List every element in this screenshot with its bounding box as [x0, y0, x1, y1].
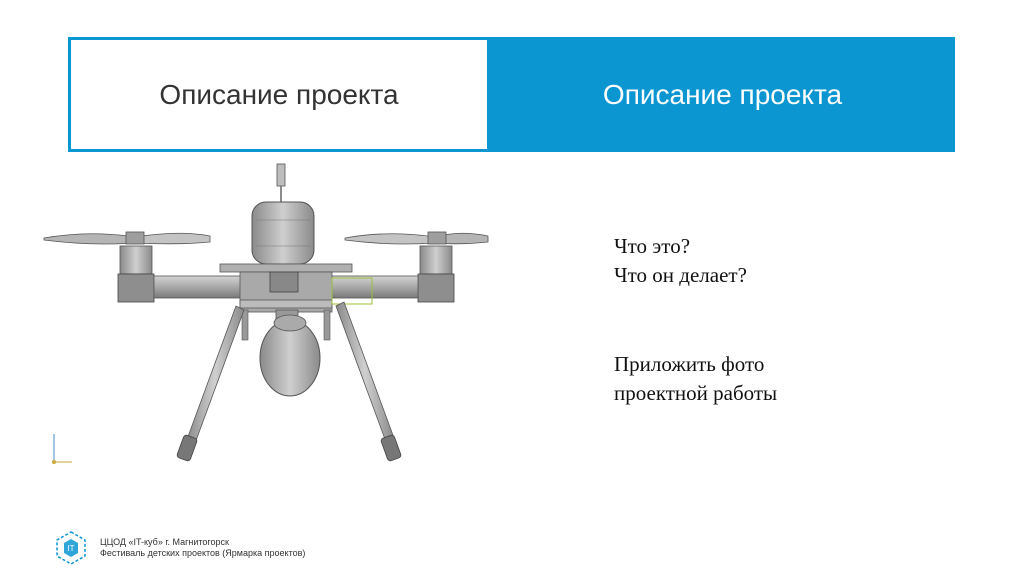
- instruction-line-1: Приложить фото: [614, 352, 765, 376]
- title-box-left: [68, 37, 490, 152]
- title-right: Описание проекта: [602, 78, 843, 110]
- svg-text:IT: IT: [67, 544, 75, 553]
- footer-line-2: Фестиваль детских проектов (Ярмарка проектов): [100, 548, 306, 558]
- title-header: [68, 37, 955, 152]
- footer: [52, 528, 305, 568]
- title-left: Описание проекта: [159, 78, 399, 110]
- it-cube-logo-icon: [52, 529, 90, 567]
- instruction-line-2: проектной работы: [614, 381, 778, 405]
- footer-line-1: ЦЦОД «IT-куб» г. Магнитогорск: [100, 537, 229, 547]
- question-does: Что он делает?: [614, 263, 747, 287]
- description-text: [614, 232, 994, 408]
- title-box-right: [490, 37, 955, 152]
- axis-indicator-icon: [50, 432, 74, 466]
- drone-image: [40, 160, 500, 472]
- question-what: Что это?: [614, 234, 691, 258]
